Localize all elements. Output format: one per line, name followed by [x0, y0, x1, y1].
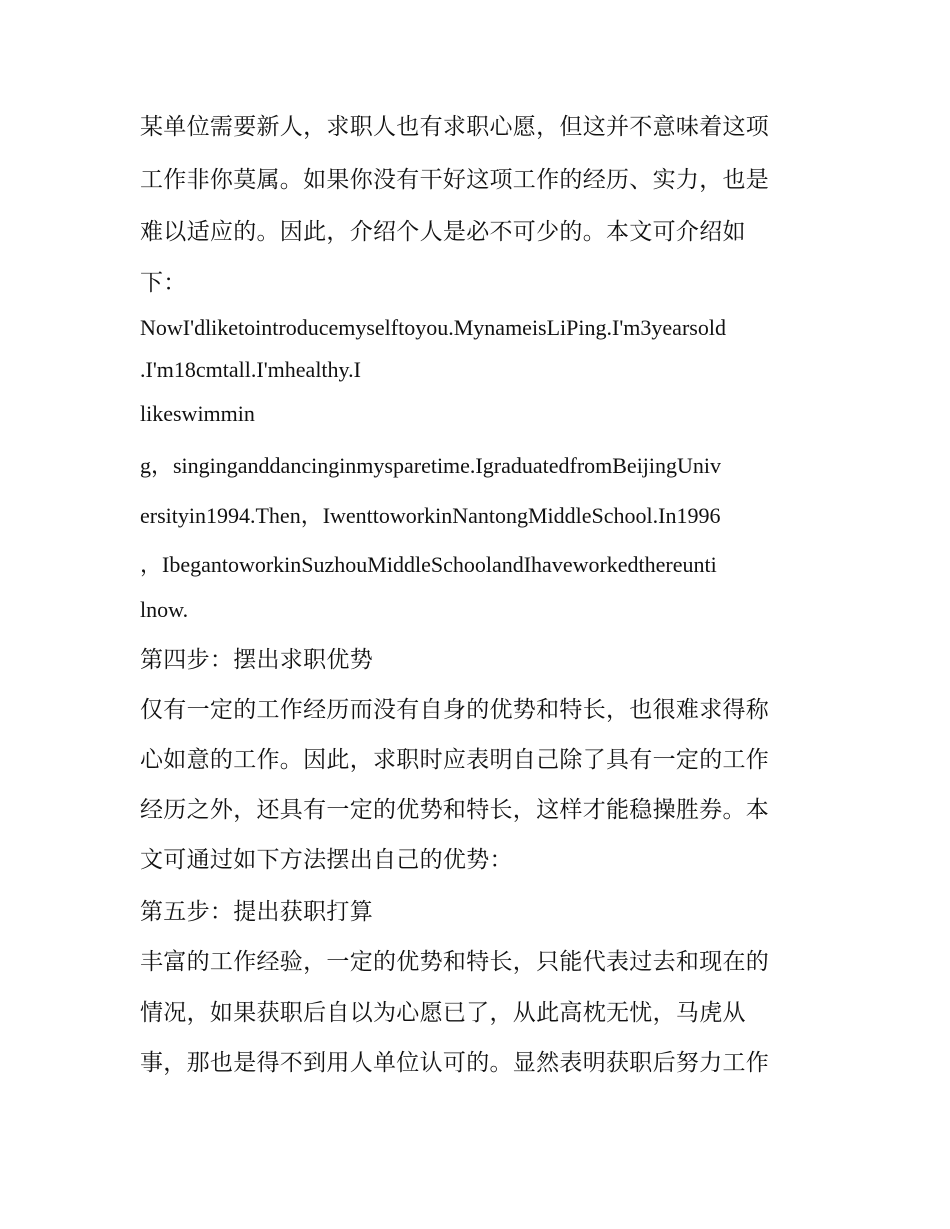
english-sample-line: lnow.	[140, 597, 189, 622]
english-sample-line: likeswimmin	[140, 401, 255, 426]
step-four-paragraph-line: 仅有一定的工作经历而没有自身的优势和特长，也很难求得称	[140, 697, 770, 723]
section-heading-step-five: 第五步：提出获职打算	[140, 899, 373, 925]
english-sample-line: ，IbegantoworkinSuzhouMiddleSchoolandIhaveworkedthereunti	[140, 552, 717, 577]
section-heading-step-four: 第四步：摆出求职优势	[140, 647, 373, 673]
english-sample-line: ersityin1994.Then，IwenttoworkinNantongMiddleSchool.In1996	[140, 503, 721, 528]
step-four-paragraph-line: 心如意的工作。因此，求职时应表明自己除了具有一定的工作	[140, 747, 770, 773]
intro-paragraph-line: 难以适应的。因此，介绍个人是必不可少的。本文可介绍如	[140, 219, 746, 245]
english-sample-line: g，singinganddancinginmysparetime.IgraduatedfromBeijingUniv	[140, 453, 722, 478]
english-sample-line: .I'm18cmtall.I'mhealthy.I	[140, 357, 361, 382]
step-four-paragraph-line: 文可通过如下方法摆出自己的优势：	[140, 847, 513, 873]
english-sample-line: NowI'dliketointroducemyselftoyou.MynameisLiPing.I'm3yearsold	[140, 315, 726, 340]
step-four-paragraph-line: 经历之外，还具有一定的优势和特长，这样才能稳操胜券。本	[140, 797, 770, 823]
step-five-paragraph-line: 丰富的工作经验，一定的优势和特长，只能代表过去和现在的	[140, 949, 770, 975]
intro-paragraph-line: 下：	[140, 270, 187, 296]
intro-paragraph-line: 某单位需要新人，求职人也有求职心愿，但这并不意味着这项	[140, 114, 770, 140]
step-five-paragraph-line: 事，那也是得不到用人单位认可的。显然表明获职后努力工作	[140, 1050, 770, 1076]
intro-paragraph-line: 工作非你莫属。如果你没有干好这项工作的经历、实力，也是	[140, 167, 770, 193]
step-five-paragraph-line: 情况，如果获职后自以为心愿已了，从此高枕无忧，马虎从	[140, 1000, 746, 1026]
